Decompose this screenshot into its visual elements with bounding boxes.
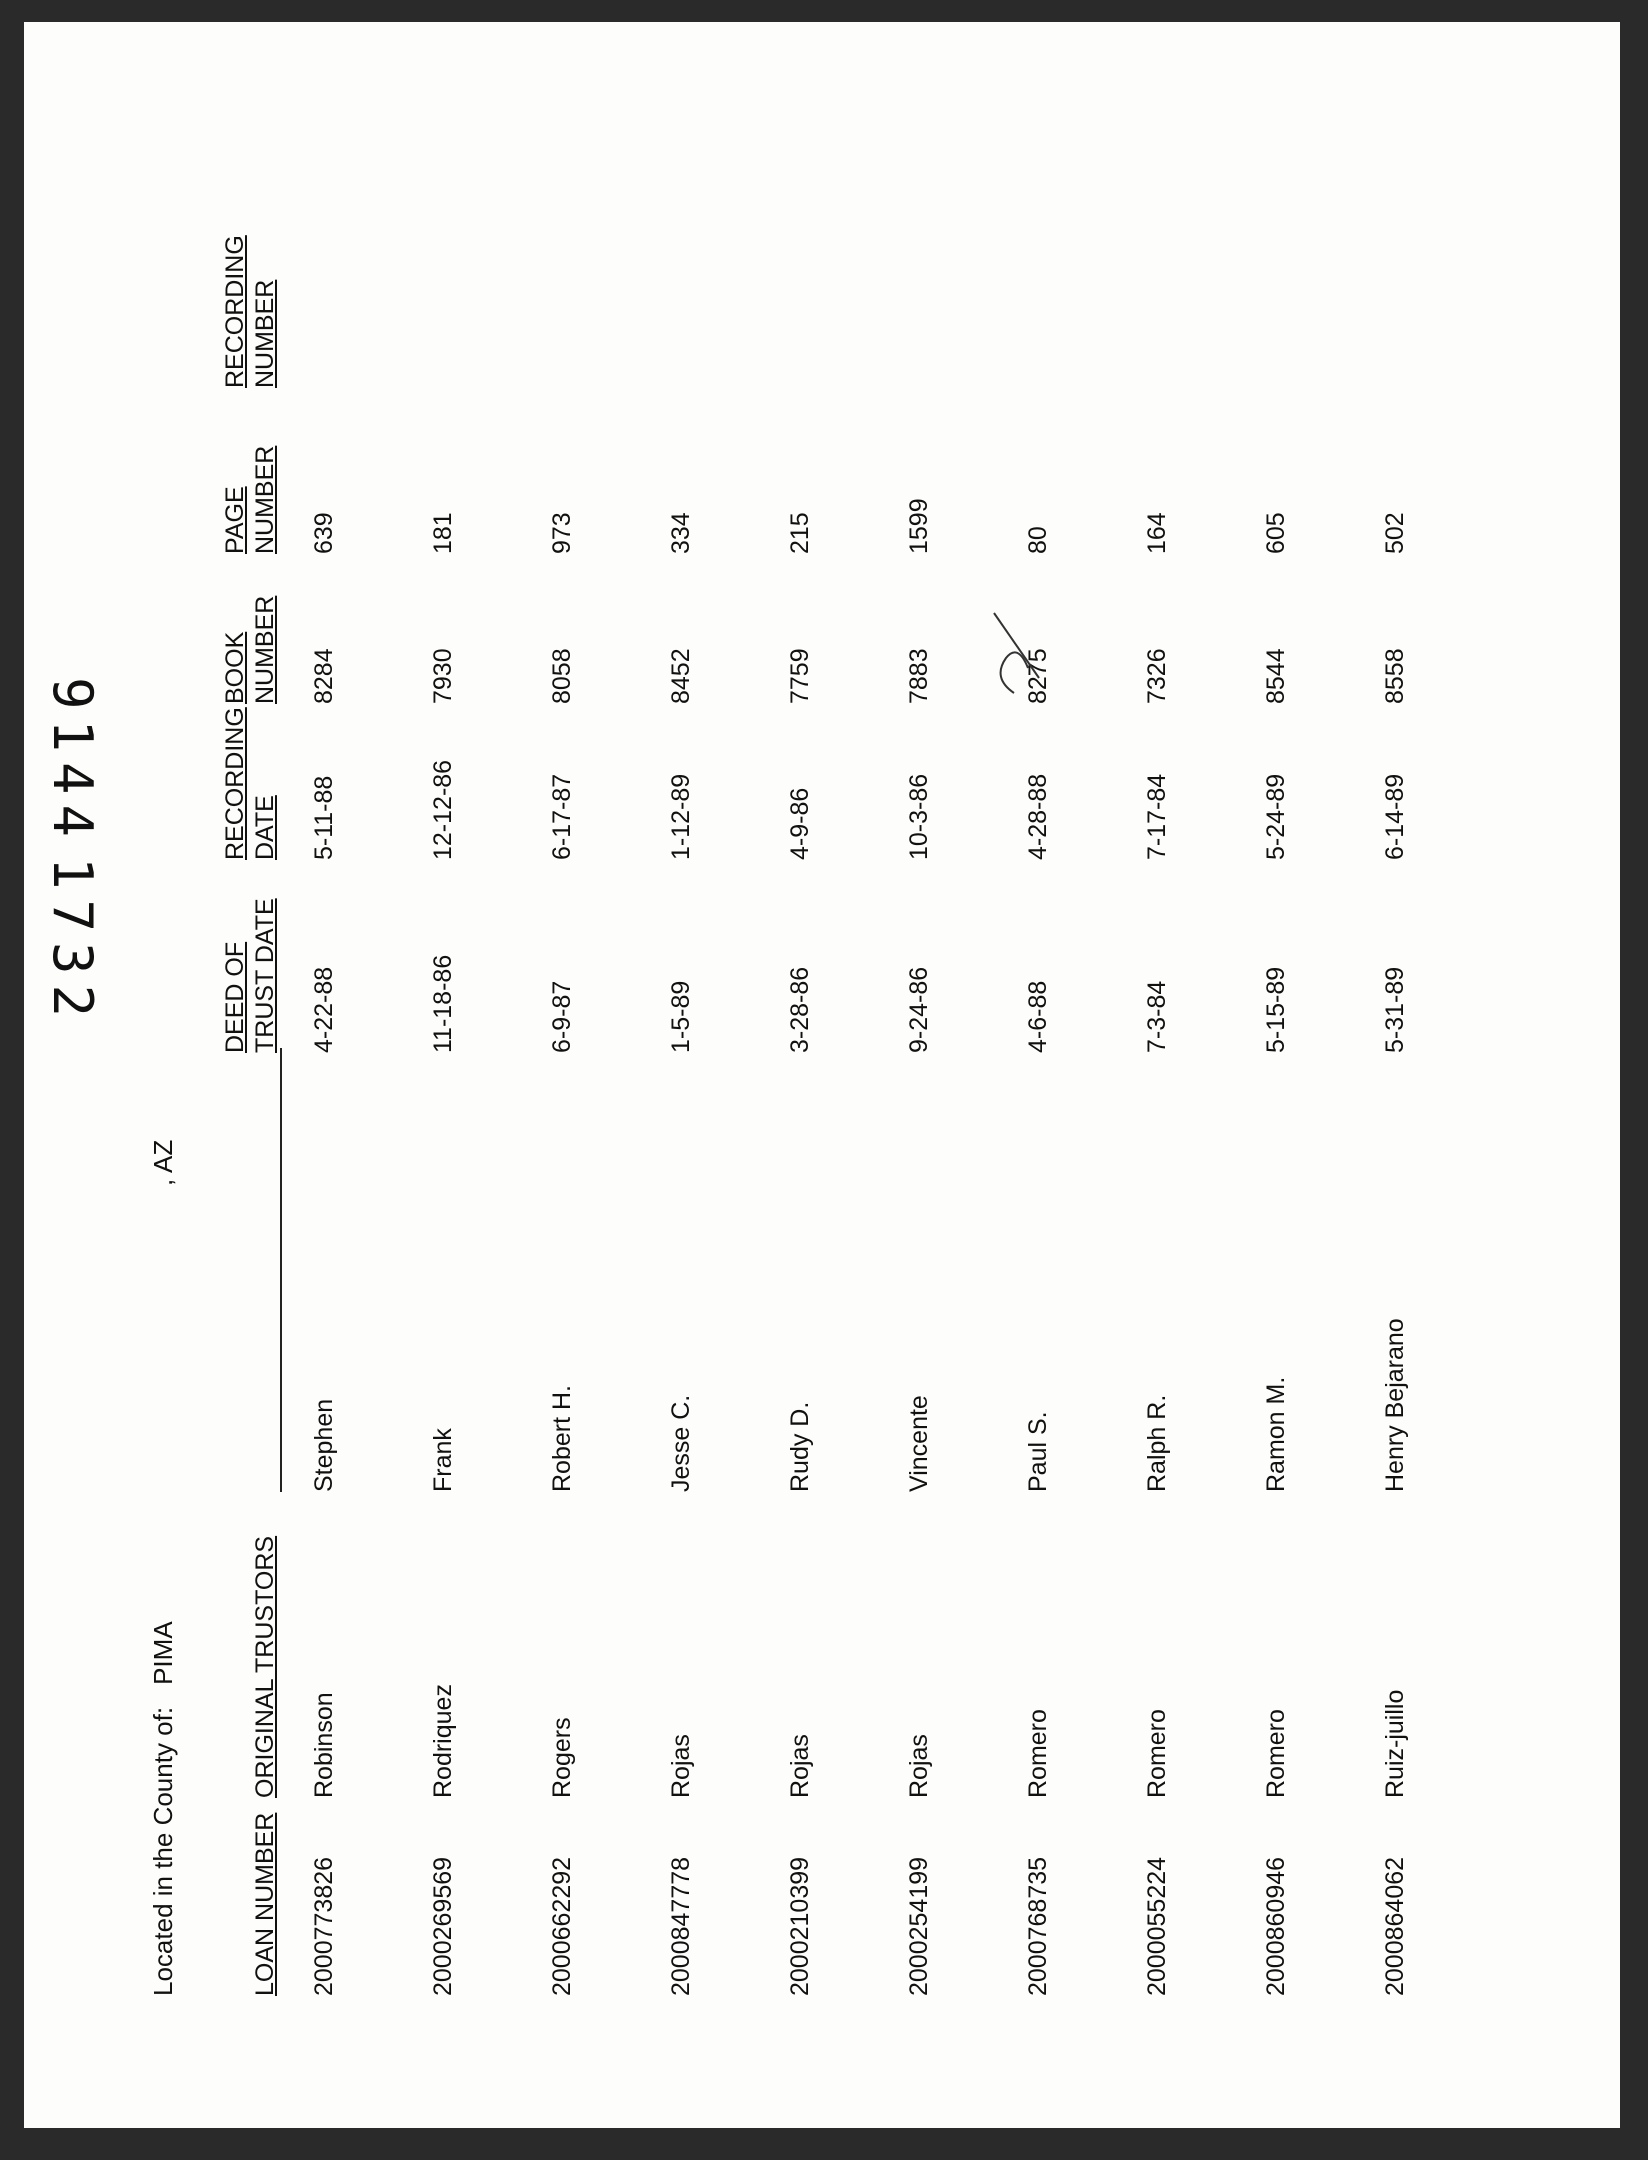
- cell-page-number: 605: [1262, 512, 1290, 554]
- cell-page-number: 181: [429, 512, 457, 554]
- cell-recording-date: 4-28-88: [1024, 773, 1052, 860]
- cell-trustor-first-name: Robert H.: [548, 1385, 576, 1492]
- cell-trustor-first-name: Ramon M.: [1262, 1376, 1290, 1492]
- header-book-number: [220, 596, 280, 704]
- cell-deed-of-trust-date: 5-15-89: [1262, 966, 1290, 1053]
- cell-deed-of-trust-date: 11-18-86: [429, 954, 457, 1053]
- cell-deed-of-trust-date: 5-31-89: [1381, 966, 1409, 1053]
- header-deed-line1: DEED OF: [221, 941, 249, 1053]
- header-deed-line2: TRUST DATE: [251, 898, 279, 1053]
- cell-trustor-last-name: Rodriquez: [429, 1684, 457, 1798]
- cell-loan-number: 2000662292: [548, 1856, 576, 1996]
- header-deed-of-trust-date: [220, 898, 280, 1053]
- cell-book-number: 8452: [667, 648, 695, 704]
- cell-trustor-last-name: Romero: [1262, 1709, 1290, 1798]
- cell-deed-of-trust-date: 7-3-84: [1143, 980, 1171, 1053]
- header-rnum-line2: NUMBER: [251, 279, 279, 388]
- cell-trustor-first-name: Frank: [429, 1428, 457, 1492]
- cell-recording-date: 6-17-87: [548, 773, 576, 860]
- county-line: [148, 1139, 179, 1996]
- header-page-number: [220, 446, 280, 554]
- header-recording-date: [220, 707, 280, 860]
- cell-recording-date: 5-11-88: [310, 775, 338, 860]
- county-label: Located in the County of:: [148, 1706, 178, 1996]
- rotated-sheet: [24, 22, 1620, 2128]
- header-page-line1: PAGE: [221, 486, 249, 554]
- cell-trustor-last-name: Robinson: [310, 1692, 338, 1798]
- cell-trustor-first-name: Vincente: [905, 1395, 933, 1492]
- cell-loan-number: 2000864062: [1381, 1856, 1409, 1996]
- cell-trustor-last-name: Romero: [1024, 1709, 1052, 1798]
- cell-deed-of-trust-date: 4-22-88: [310, 966, 338, 1053]
- cell-loan-number: 2000055224: [1143, 1856, 1171, 1996]
- cell-trustor-first-name: Stephen: [310, 1398, 338, 1492]
- cell-page-number: 1599: [905, 498, 933, 554]
- cell-trustor-last-name: Romero: [1143, 1709, 1171, 1798]
- header-book-line2: NUMBER: [251, 595, 279, 704]
- cell-page-number: 215: [786, 512, 814, 554]
- cell-trustor-first-name: Henry Bejarano: [1381, 1318, 1409, 1492]
- county-name: PIMA: [148, 1621, 178, 1685]
- cell-recording-date: 1-12-89: [667, 773, 695, 860]
- header-rdate-line1: RECORDING: [221, 707, 249, 860]
- header-rdate-line2: DATE: [251, 795, 279, 860]
- cell-deed-of-trust-date: 6-9-87: [548, 980, 576, 1053]
- cell-trustor-last-name: Rojas: [667, 1734, 695, 1798]
- cell-trustor-first-name: Paul S.: [1024, 1411, 1052, 1492]
- cell-trustor-first-name: Ralph R.: [1143, 1394, 1171, 1492]
- cell-recording-date: 12-12-86: [429, 759, 457, 860]
- cell-trustor-first-name: Rudy D.: [786, 1401, 814, 1492]
- cell-loan-number: 2000847778: [667, 1856, 695, 1996]
- cell-page-number: 973: [548, 512, 576, 554]
- header-page-line2: NUMBER: [251, 445, 279, 554]
- cell-deed-of-trust-date: 3-28-86: [786, 966, 814, 1053]
- cell-book-number: 7759: [786, 648, 814, 704]
- cell-book-number: 7883: [905, 648, 933, 704]
- cell-book-number: 8558: [1381, 648, 1409, 704]
- cell-trustor-last-name: Rojas: [905, 1734, 933, 1798]
- cell-recording-date: 6-14-89: [1381, 773, 1409, 860]
- document-page: [24, 22, 1620, 2128]
- handwritten-number-right: 1732: [41, 857, 104, 1028]
- cell-book-number: 8544: [1262, 648, 1290, 704]
- cell-loan-number: 2000269569: [429, 1856, 457, 1996]
- header-original-trustors: ORIGINAL TRUSTORS: [251, 1535, 279, 1798]
- trustors-underline: [280, 1048, 282, 1492]
- cell-loan-number: 2000860946: [1262, 1856, 1290, 1996]
- cell-deed-of-trust-date: 4-6-88: [1024, 980, 1052, 1053]
- header-rnum-line1: RECORDING: [221, 235, 249, 388]
- cell-recording-date: 10-3-86: [905, 773, 933, 860]
- cell-trustor-last-name: Ruiz-juillo: [1381, 1689, 1409, 1798]
- handwritten-number-left: 9144: [41, 677, 104, 848]
- cell-recording-date: 4-9-86: [786, 787, 814, 860]
- cell-loan-number: 2000773826: [310, 1856, 338, 1996]
- cell-deed-of-trust-date: 9-24-86: [905, 966, 933, 1053]
- county-state: , AZ: [148, 1139, 178, 1186]
- cell-trustor-last-name: Rojas: [786, 1734, 814, 1798]
- cell-book-number: 7930: [429, 648, 457, 704]
- cell-trustor-first-name: Jesse C.: [667, 1394, 695, 1492]
- cell-page-number: 502: [1381, 512, 1409, 554]
- cell-page-number: 639: [310, 512, 338, 554]
- header-recording-number: [220, 235, 280, 388]
- cell-book-number: 8284: [310, 648, 338, 704]
- cell-page-number: 164: [1143, 512, 1171, 554]
- header-book-line1: BOOK: [221, 631, 249, 704]
- handwritten-check-mark: [984, 608, 1054, 698]
- cell-page-number: 80: [1024, 526, 1052, 554]
- header-loan-number: LOAN NUMBER: [251, 1812, 279, 1996]
- cell-book-number: 7326: [1143, 648, 1171, 704]
- cell-loan-number: 2000254199: [905, 1856, 933, 1996]
- cell-book-number: 8275: [1024, 648, 1052, 704]
- cell-trustor-last-name: Rogers: [548, 1717, 576, 1798]
- cell-deed-of-trust-date: 1-5-89: [667, 980, 695, 1053]
- cell-recording-date: 5-24-89: [1262, 773, 1290, 860]
- cell-loan-number: 2000210399: [786, 1856, 814, 1996]
- cell-loan-number: 2000768735: [1024, 1856, 1052, 1996]
- cell-recording-date: 7-17-84: [1143, 773, 1171, 860]
- cell-book-number: 8058: [548, 648, 576, 704]
- cell-page-number: 334: [667, 512, 695, 554]
